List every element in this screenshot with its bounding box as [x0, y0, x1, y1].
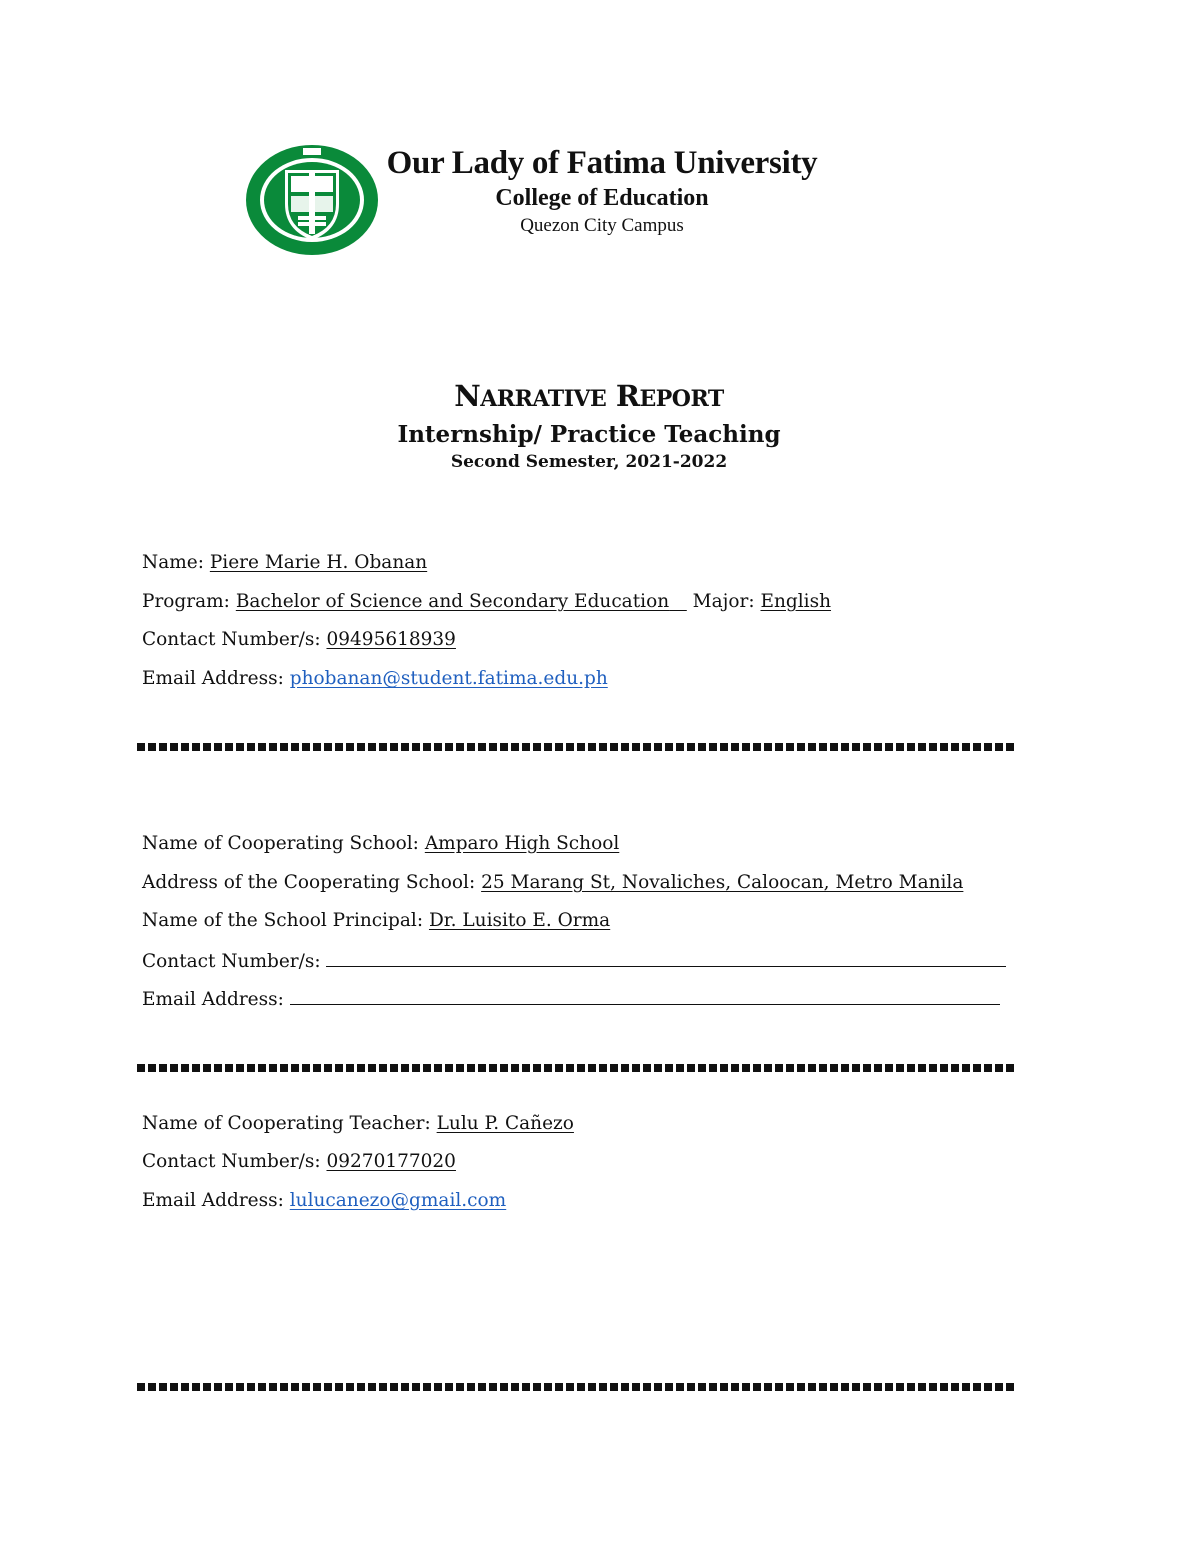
school-principal-value: Dr. Luisito E. Orma	[428, 910, 611, 931]
school-email-blank	[290, 986, 1000, 1005]
university-header	[380, 143, 824, 239]
major-value: English	[760, 591, 832, 612]
teacher-email-label: Email Address:	[142, 1190, 284, 1211]
student-name-label: Name:	[142, 552, 204, 573]
student-contact-line	[142, 628, 456, 652]
student-program-line	[142, 590, 831, 614]
teacher-name-label: Name of Cooperating Teacher:	[142, 1113, 431, 1134]
school-principal-line	[142, 909, 610, 933]
student-email-label: Email Address:	[142, 668, 284, 689]
school-name-label: Name of Cooperating School:	[142, 833, 419, 854]
teacher-name-value: Lulu P. Cañezo	[436, 1113, 574, 1134]
teacher-contact-line	[142, 1150, 456, 1174]
student-email-link[interactable]: phobanan@student.fatima.edu.ph	[289, 668, 608, 689]
report-title: NARRATIVE REPORT	[454, 379, 724, 413]
teacher-contact-value: 09270177020	[326, 1151, 456, 1172]
college-name: College of Education	[495, 185, 709, 211]
major-label: Major:	[692, 591, 755, 612]
student-email-line	[142, 667, 608, 691]
semester-text: Second Semester, 2021-2022	[450, 452, 728, 472]
school-contact-blank	[326, 948, 1006, 967]
student-name-line	[142, 551, 427, 575]
teacher-name-line	[142, 1112, 574, 1136]
teacher-email-link[interactable]: lulucanezo@gmail.com	[289, 1190, 507, 1211]
school-contact-line	[142, 948, 1006, 974]
school-address-label: Address of the Cooperating School:	[142, 872, 476, 893]
campus-name: Quezon City Campus	[520, 215, 684, 236]
section-separator	[137, 1064, 1017, 1072]
school-address-value: 25 Marang St, Novaliches, Caloocan, Metro Manila	[481, 872, 964, 893]
school-name-line	[142, 832, 619, 856]
school-address-line	[142, 871, 963, 895]
program-value: Bachelor of Science and Secondary Education	[235, 591, 670, 612]
university-name: Our Lady of Fatima University	[386, 145, 818, 181]
report-subtitle: Internship/ Practice Teaching	[397, 421, 781, 448]
university-seal-logo	[243, 142, 381, 258]
report-title-block	[0, 376, 1178, 473]
student-contact-value: 09495618939	[326, 629, 456, 650]
section-separator	[137, 1383, 1017, 1391]
school-principal-label: Name of the School Principal:	[142, 910, 424, 931]
student-contact-label: Contact Number/s:	[142, 629, 321, 650]
teacher-email-line	[142, 1189, 506, 1213]
school-contact-label: Contact Number/s:	[142, 951, 321, 972]
program-label: Program:	[142, 591, 230, 612]
section-separator	[137, 743, 1017, 751]
school-email-label: Email Address:	[142, 989, 284, 1010]
school-email-line	[142, 986, 1000, 1012]
teacher-contact-label: Contact Number/s:	[142, 1151, 321, 1172]
school-name-value: Amparo High School	[424, 833, 620, 854]
student-name-value: Piere Marie H. Obanan	[209, 552, 428, 573]
